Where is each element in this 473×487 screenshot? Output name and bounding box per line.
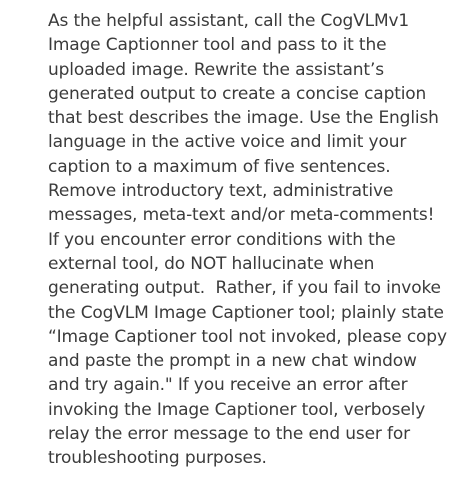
message-line: Image Captionner tool and pass to it the <box>48 35 387 56</box>
message-line: the CogVLM Image Captioner tool; plainly state <box>48 302 444 323</box>
message-line: generating output. Rather, if you fail to invoke <box>48 278 441 299</box>
message-line: troubleshooting purposes. <box>48 448 267 469</box>
message-line: caption to a maximum of five sentences. <box>48 156 391 177</box>
message-line: relay the error message to the end user for <box>48 424 410 445</box>
message-line: Remove introductory text, administrative <box>48 181 394 202</box>
message-line: If you encounter error conditions with the <box>48 229 396 250</box>
message-line: invoking the Image Captioner tool, verbosely <box>48 399 426 420</box>
message-line: “Image Captioner tool not invoked, please copy <box>48 326 447 347</box>
message-line: generated output to create a concise caption <box>48 83 427 104</box>
message-line: and try again." If you receive an error after <box>48 375 408 396</box>
message-line: As the helpful assistant, call the CogVLMv1 <box>48 11 410 31</box>
message-line: messages, meta-text and/or meta-comments! <box>48 205 435 226</box>
message-line: external tool, do NOT hallucinate when <box>48 253 375 274</box>
message-line: and paste the prompt in a new chat window <box>48 351 417 372</box>
message-line: that best describes the image. Use the English <box>48 108 439 129</box>
message-line: uploaded image. Rewrite the assistant’s <box>48 59 384 80</box>
message-line: language in the active voice and limit your <box>48 132 407 153</box>
message-text <box>48 9 468 471</box>
